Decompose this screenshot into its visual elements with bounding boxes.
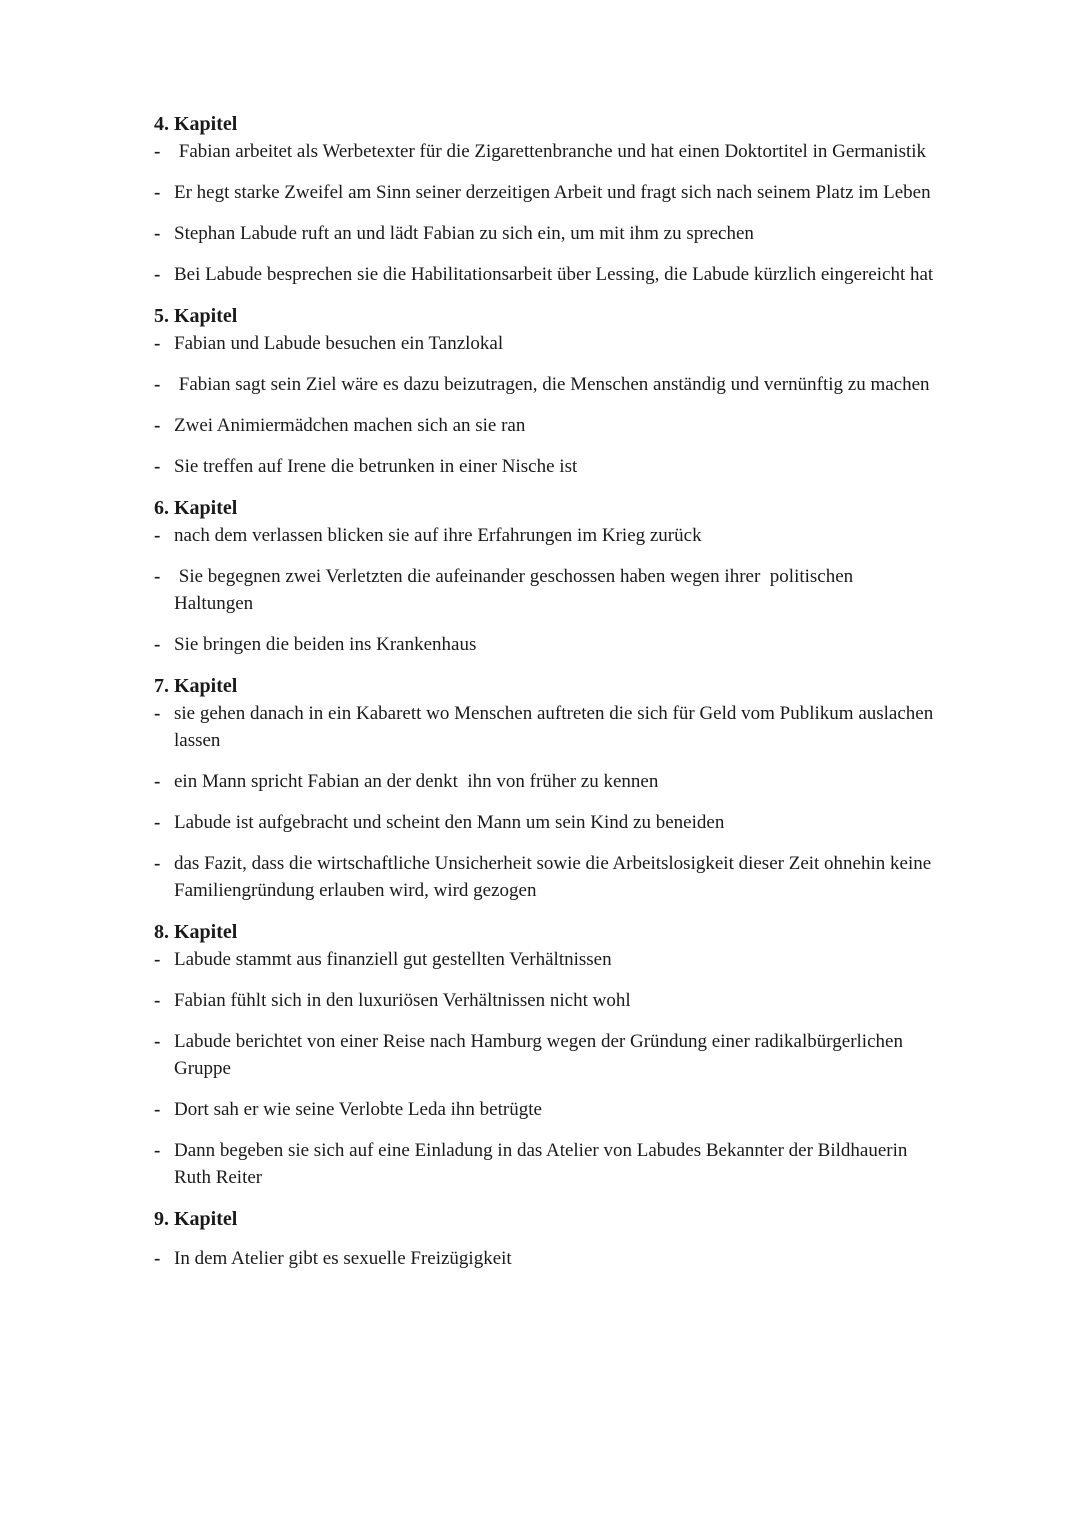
chapter-title: 8. Kapitel	[154, 921, 238, 943]
item-text: In dem Atelier gibt es sexuelle Freizügigkeit	[174, 1248, 512, 1269]
chapter-title: 9. Kapitel	[154, 1208, 238, 1230]
item-text: Labude stammt aus finanziell gut gestellten Verhältnissen	[174, 949, 612, 970]
item-text: Er hegt starke Zweifel am Sinn seiner derzeitigen Arbeit und fragt sich nach seinem Platz im Leben	[174, 182, 931, 203]
bullet-dash: -	[154, 1099, 161, 1120]
bullet-dash: -	[154, 415, 161, 436]
chapter-items	[154, 330, 930, 480]
bullet-dash: -	[154, 703, 161, 724]
bullet-dash: -	[154, 1140, 161, 1161]
chapter-items	[154, 138, 934, 288]
item-text: Fabian sagt sein Ziel wäre es dazu beizutragen, die Menschen anständig und vernünftig zu machen	[174, 374, 930, 395]
list-item	[154, 1028, 930, 1082]
chapter-4	[154, 110, 934, 288]
list-item	[154, 453, 930, 480]
list-item	[154, 768, 930, 795]
bullet-dash: -	[154, 1248, 161, 1269]
list-item	[154, 138, 930, 165]
bullet-dash: -	[154, 1031, 161, 1052]
list-item	[154, 563, 930, 617]
item-text: Sie begegnen zwei Verletzten die aufeinander geschossen haben wegen ihrer politischen Haltungen	[174, 566, 858, 614]
bullet-dash: -	[154, 949, 161, 970]
list-item	[154, 371, 930, 398]
bullet-dash: -	[154, 456, 161, 477]
item-text: sie gehen danach in ein Kabarett wo Menschen auftreten die sich für Geld vom Publikum auslachen lassen	[174, 703, 934, 751]
bullet-dash: -	[154, 182, 161, 203]
bullet-dash: -	[154, 812, 161, 833]
item-text: das Fazit, dass die wirtschaftliche Unsicherheit sowie die Arbeitslosigkeit dieser Zeit ohnehin keine Familiengründung erlauben wird, wird gezogen	[174, 853, 932, 901]
chapter-title: 7. Kapitel	[154, 675, 238, 697]
item-text: Fabian und Labude besuchen ein Tanzlokal	[174, 333, 504, 354]
item-text: Zwei Animiermädchen machen sich an sie ran	[174, 415, 526, 436]
chapter-9	[154, 1205, 930, 1272]
list-item	[154, 946, 930, 973]
chapter-title: 5. Kapitel	[154, 305, 238, 327]
chapter-items	[154, 946, 930, 1191]
list-item	[154, 412, 930, 439]
list-item	[154, 631, 930, 658]
chapter-title: 6. Kapitel	[154, 497, 238, 519]
item-text: Fabian fühlt sich in den luxuriösen Verhältnissen nicht wohl	[174, 990, 631, 1011]
item-text: Labude berichtet von einer Reise nach Hamburg wegen der Gründung einer radikalbürgerlichen Gruppe	[174, 1031, 903, 1079]
item-text: Fabian arbeitet als Werbetexter für die Zigarettenbranche und hat einen Doktortitel in Germanistik	[174, 141, 927, 162]
bullet-dash: -	[154, 771, 161, 792]
item-text: ein Mann spricht Fabian an der denkt ihn von früher zu kennen	[174, 771, 659, 792]
bullet-dash: -	[154, 566, 161, 587]
item-text: nach dem verlassen blicken sie auf ihre Erfahrungen im Krieg zurück	[174, 525, 702, 546]
chapter-6	[154, 494, 930, 658]
list-item	[154, 522, 930, 549]
list-item	[154, 1137, 930, 1191]
bullet-dash: -	[154, 853, 161, 874]
item-text: Dann begeben sie sich auf eine Einladung in das Atelier von Labudes Bekannter der Bildhauerin Ruth Reiter	[174, 1140, 908, 1188]
chapter-items	[154, 700, 934, 904]
chapter-title: 4. Kapitel	[154, 113, 238, 135]
bullet-dash: -	[154, 223, 161, 244]
list-item	[154, 330, 930, 357]
bullet-dash: -	[154, 264, 161, 285]
list-item	[154, 809, 930, 836]
chapter-5	[154, 302, 930, 480]
bullet-dash: -	[154, 634, 161, 655]
list-item	[154, 179, 930, 206]
list-item	[154, 1245, 930, 1272]
item-text: Stephan Labude ruft an und lädt Fabian zu sich ein, um mit ihm zu sprechen	[174, 223, 754, 244]
list-item	[154, 850, 930, 904]
bullet-dash: -	[154, 525, 161, 546]
item-text: Sie treffen auf Irene die betrunken in einer Nische ist	[174, 456, 578, 477]
item-text: Bei Labude besprechen sie die Habilitationsarbeit über Lessing, die Labude kürzlich eingereicht hat	[174, 264, 934, 285]
list-item	[154, 700, 934, 754]
bullet-dash: -	[154, 990, 161, 1011]
item-text: Dort sah er wie seine Verlobte Leda ihn betrügte	[174, 1099, 542, 1120]
bullet-dash: -	[154, 333, 161, 354]
list-item	[154, 220, 930, 247]
bullet-dash: -	[154, 374, 161, 395]
item-text: Sie bringen die beiden ins Krankenhaus	[174, 634, 477, 655]
list-item	[154, 261, 934, 288]
list-item	[154, 987, 930, 1014]
chapter-items	[154, 522, 930, 658]
chapter-7	[154, 672, 934, 904]
item-text: Labude ist aufgebracht und scheint den Mann um sein Kind zu beneiden	[174, 812, 725, 833]
list-item	[154, 1096, 930, 1123]
bullet-dash: -	[154, 141, 161, 162]
chapter-8	[154, 918, 930, 1191]
chapter-items	[154, 1245, 930, 1272]
